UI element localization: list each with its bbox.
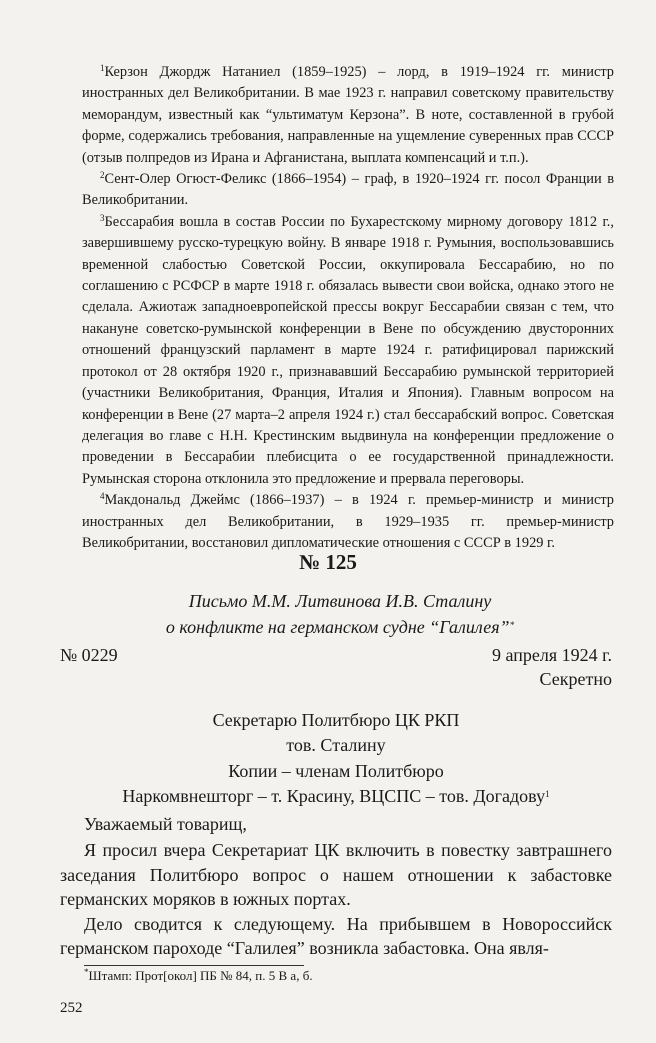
document-title-text: о конфликте на германском судне “Галилея” [165, 617, 510, 637]
addressee-line: тов. Сталину [286, 735, 386, 755]
document-date: 9 апреля 1924 г. [492, 645, 612, 665]
addressee-text: Наркомвнешторг – т. Красину, ВЦСПС – тов. Догадову [122, 786, 546, 806]
salutation: Уважаемый товарищ, [84, 814, 247, 834]
letter-paragraph: Я просил вчера Секретариат ЦК включить в повестку завтрашнего заседания Политбюро вопрос о нашем отношении к забастовке германских моряков в южных портах. [60, 840, 612, 909]
endnote-marker: 4 [100, 491, 105, 502]
title-footnote-marker: * [509, 620, 515, 630]
document-title-line-2 [60, 614, 620, 640]
endnote-text: Бессарабия вошла в состав России по Бухарестскому мирному договору 1812 г., завершившему русско-турецкую войну. В январе 1918 г. Румыния, воспользовавшись временной слабостью Советской России, оккупировала Бессарабию, но по соглашению с РСФСР в марте 1918 г. обязалась вывести свои войска, однако этого не сделала. Ажиотаж западноевропейской прессы вокруг Бессарабии связан с тем, что накануне советско-румынской конференции в Вене по обсуждению двусторонних отношений французский парламент в марте 1924 г. ратифицировал парижский протокол от 28 октября 1920 г., признававший Бессарабию румынской территорией (участники Великобритания, Франция, Италия и Япония). Главным вопросом на конференции в Вене (27 марта–2 апреля 1924 г.) стал бессарабский вопрос. Советская делегация во главе с Н.Н. Крестинским выдвинула на конференции предложение о проведении в Бессарабии плебисцита о ее государственной принадлежности. Румынская сторона отклонила это предложение и прервала переговоры. [82, 213, 614, 487]
endnote-text: Сент-Олер Огюст-Феликс (1866–1954) – граф, в 1920–1924 гг. посол Франции в Великобритании. [82, 171, 614, 209]
endnote-marker: 2 [100, 170, 105, 181]
outgoing-number: № 0229 [60, 645, 118, 665]
endnote-2 [82, 169, 614, 212]
document-title [60, 588, 620, 640]
endnotes [82, 62, 614, 554]
addressee-line: Копии – членам Политбюро [228, 761, 444, 781]
endnote-4 [82, 490, 614, 554]
footnote-divider [84, 965, 304, 966]
endnote-text: Макдональд Джеймс (1866–1937) – в 1924 г. премьер-министр и министр иностранных дел Великобритании, в 1929–1935 гг. премьер-министр Великобритании, восстановил дипломатические отношения с СССР в 1929 г. [82, 492, 614, 551]
letter-body [60, 838, 612, 961]
page-number: 252 [60, 1000, 83, 1016]
endnote-3 [82, 212, 614, 490]
endnote-1 [82, 62, 614, 169]
addressee-line [60, 786, 612, 807]
footnote [84, 968, 313, 984]
endnote-marker: 1 [100, 63, 105, 73]
endnote-marker: 3 [100, 212, 105, 223]
letter-paragraph: Дело сводится к следующему. На прибывшем в Новороссийск германском пароходе “Галилея” возникла забастовка. Она явля- [60, 913, 612, 958]
footnote-text: Штамп: Прот[окол] ПБ № 84, п. 5 В а, б. [88, 968, 313, 983]
footnote-marker: * [84, 967, 89, 977]
document-title-line-1: Письмо М.М. Литвинова И.В. Сталину [188, 591, 492, 611]
endnote-text: Керзон Джордж Натаниел (1859–1925) – лорд, в 1919–1924 гг. министр иностранных дел Великобритании. В мае 1923 г. направил советскому правительству меморандум, известный как “ультиматум Керзона”. В ноте, составленной в грубой форме, содержались требования, направленные на ущемление суверенных прав СССР (отзыв полпредов из Ирана и Афганистана, выплата компенсаций и т.п.). [82, 64, 614, 166]
document-number: № 125 [299, 550, 357, 574]
addressee-line: Секретарю Политбюро ЦК РКП [212, 710, 460, 730]
classification-label: Секретно [539, 669, 612, 689]
addressee-footnote-marker: 1 [545, 789, 550, 799]
